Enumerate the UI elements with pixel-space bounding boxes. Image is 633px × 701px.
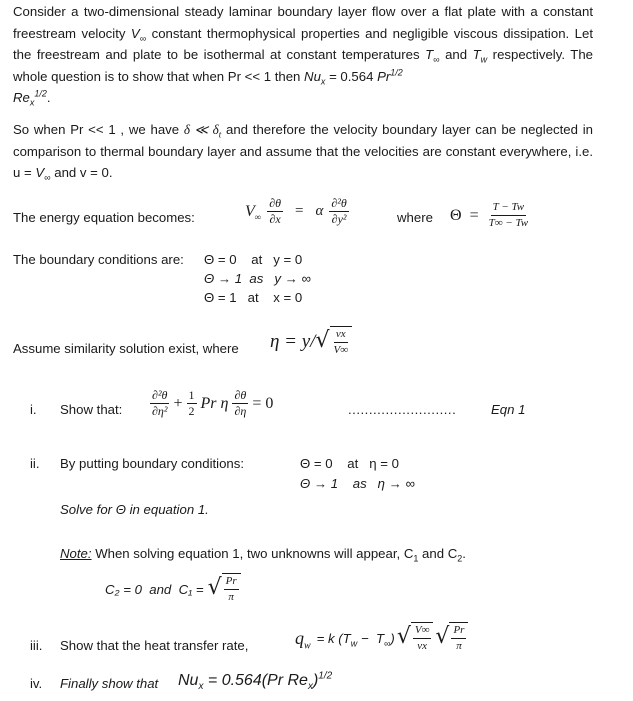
- delta-relation: δ ≪ $\delta_t$: [183, 122, 222, 140]
- intro-paragraph: Consider a two-dimensional steady laminar boundary layer flow over a flat plate with a constant freestream velocity $V_\infty$ constant thermophysical properties and negligible viscous dissipation. Let the freestream and plate to be isothermal at constant temperatures $T_\infty$ and $T_w$ respectively. The whole question is to show that when Pr << 1 then $Nu_x = 0.564$ $Pr^{1/2}$ $Re_x^{1/2}$.: [13, 4, 593, 108]
- similarity-label: Assume similarity solution exist, where: [13, 341, 239, 356]
- item-iv-number: iv.: [30, 676, 43, 691]
- item-ii-label: By putting boundary conditions:: [60, 456, 245, 471]
- intro-text-b: constant thermophysical properties and negligible viscous dissipation. Let the freestream and plate to be isothermal at constant temperatures: [13, 25, 593, 62]
- nusselt-result: $Nu_x = 0.564(Pr$ $Re_x)^{1/2}$: [178, 670, 333, 693]
- vinf-symbol-2: $V_\infty$: [35, 165, 51, 183]
- vinf-symbol: $V_\infty$: [130, 25, 147, 44]
- where-label: where: [397, 210, 433, 225]
- item-i-number: i.: [30, 402, 37, 417]
- assumption-paragraph: So when Pr << 1 , we have δ ≪ $\delta_t$ and therefore the velocity boundary layer can be neglected in comparison to thermal boundary layer and assume that the velocities are constant everywhere, i.e. $u = V_\infty$ and v = 0.: [13, 122, 593, 183]
- theta-definition: Θ = $\frac{T - Tw}{T\infty - Tw}$: [450, 201, 529, 229]
- energy-label: The energy equation becomes:: [13, 210, 195, 225]
- leader-dots: ..........................: [348, 402, 457, 417]
- item-iii-number: iii.: [30, 638, 43, 653]
- nu-symbol: $Nu_x$: [304, 68, 326, 87]
- tw-symbol: $T_w$: [472, 47, 488, 65]
- item-i-label: Show that:: [60, 402, 123, 417]
- eta-definition: η = y/ √ $\frac{\nu x}{V\infty}$: [270, 326, 352, 358]
- constants: C₂ = 0 and C₁ = √ $\frac{Pr}{\pi}$: [105, 573, 241, 605]
- eqn-1-label: Eqn 1: [491, 402, 526, 417]
- solve-instruction: Solve for Θ in equation 1.: [60, 502, 209, 517]
- item-iv-text: Finally show that: [60, 676, 159, 691]
- heat-transfer-expression: $q_w$ = k $(T_w - T_\infty)$ √ $\frac{V\infty}{\nu x}$ √ $\frac{Pr}{\pi}$: [295, 622, 468, 654]
- item-ii-bc-1: Θ = 0 at η = 0: [300, 456, 399, 471]
- item-ii-number: ii.: [30, 456, 40, 471]
- energy-equation: $V_\infty$ $\frac{\partial\theta}{\partial x}$ = α $\frac{\text{∂²θ}}{\text{∂y²}}$: [245, 196, 347, 226]
- pr-symbol: $Pr^{1/2}$: [377, 67, 403, 84]
- bc-line-3: Θ = 1 at x = 0: [204, 290, 303, 305]
- intro-text-d: respectively. The whole question is to show that when Pr << 1 then: [13, 47, 593, 84]
- equation-1: $\frac{\text{∂²θ}}{\text{∂η²}}$ + $\frac{1}{2}$ Pr η $\frac{\partial\theta}{\partial\eta}$ = 0: [152, 388, 274, 418]
- bc-line-2: Θ → 1 as y → ∞: [204, 271, 311, 286]
- intro-text-a: Consider a two-dimensional steady laminar boundary layer flow over a flat plate with a constant freestream velocity: [13, 4, 593, 41]
- tinf-symbol: $T_\infty$: [425, 47, 440, 65]
- re-symbol: $Re_x^{1/2}$: [13, 88, 47, 108]
- bc-label: The boundary conditions are:: [13, 252, 184, 267]
- note-line: Note: When solving equation 1, two unknowns will appear, $C_1$ and $C_2$.: [60, 546, 466, 564]
- bc-line-1: Θ = 0 at y = 0: [204, 252, 303, 267]
- item-iii-text: Show that the heat transfer rate,: [60, 638, 249, 653]
- item-ii-bc-2: Θ → 1 as η → ∞: [300, 476, 415, 491]
